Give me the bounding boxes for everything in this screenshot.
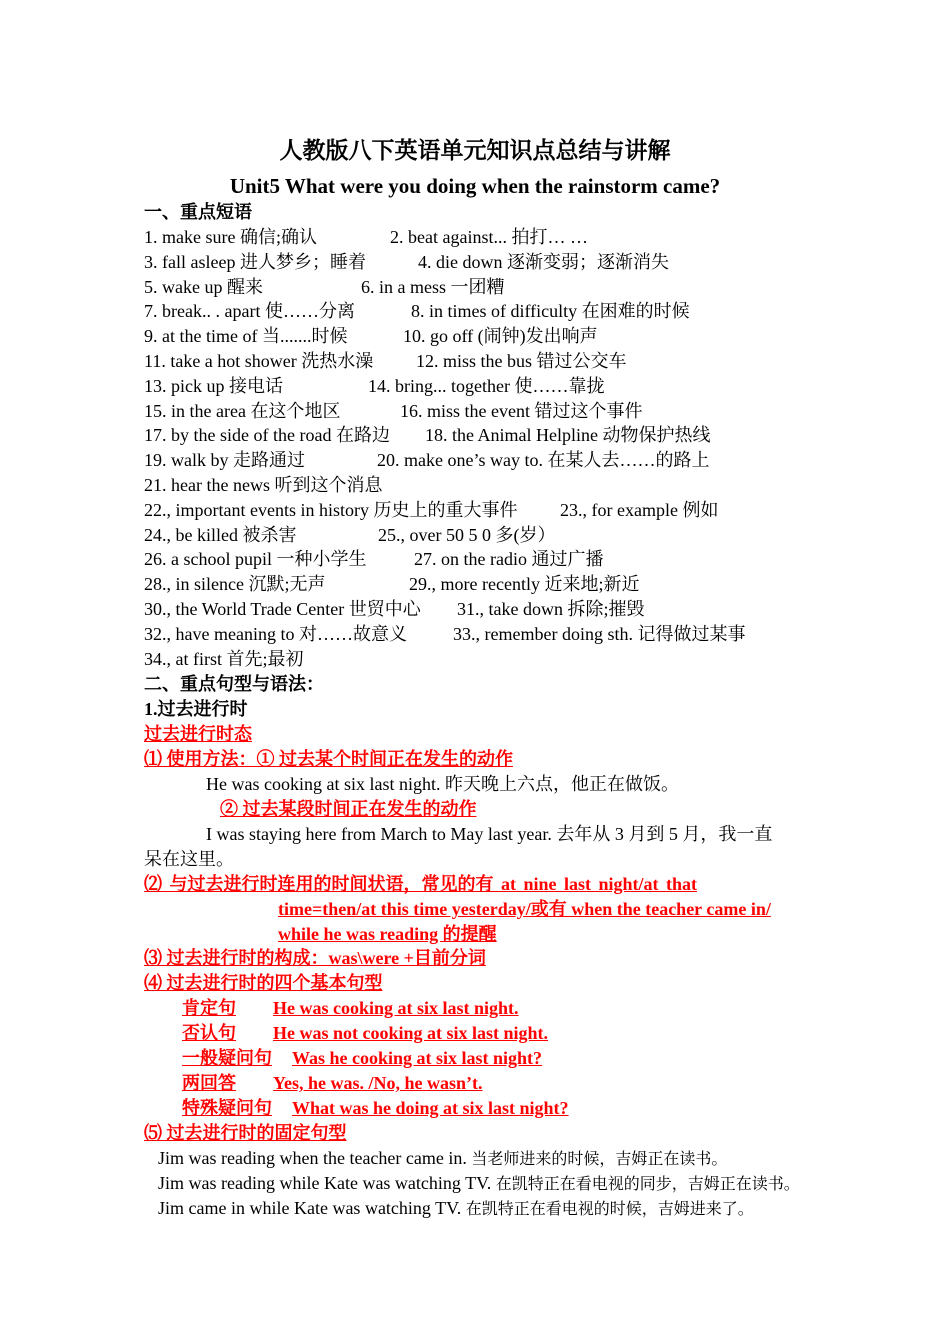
section-phrases-heading: 一、重点短语 [144,202,252,222]
phrase-item: 25., over 50 5 0 多(岁） [378,524,556,545]
fixed-pattern-chinese: 当老师进来的时候，吉姆正在读书。 [471,1151,728,1168]
fixed-patterns-title: ⑸ 过去进行时的固定句型 [144,1123,347,1143]
phrase-item: 11. take a hot shower 洗热水澡 [144,351,374,371]
fixed-pattern-example [158,1171,800,1197]
adverb-line-2: time=then/at this time yesterday/或有 when the teacher came in/ [278,899,771,919]
phrase-item: 4. die down 逐渐变弱；逐渐消失 [418,251,669,272]
usage-example-1: He was cooking at six last night. 昨天晚上六点，他正在做饭。 [206,774,679,794]
phrase-item: 24., be killed 被杀害 [144,524,297,545]
phrase-item: 34., at first 首先;最初 [144,648,304,669]
phrase-item: 12. miss the bus 错过公交车 [416,351,627,371]
phrase-item: 5. wake up 醒来 [144,276,263,297]
phrase-item: 26. a school pupil 一种小学生 [144,549,367,570]
phrase-item: 13. pick up 接电话 [144,375,283,396]
phrase-item: 30., the World Trade Center 世贸中心 [144,599,421,619]
sentence-type-label: 两回答 [182,1073,236,1093]
unit-subtitle: Unit5 What were you doing when the rainstorm came? [229,174,721,198]
phrase-item: 20. make one’s way to. 在某人去……的路上 [377,450,710,471]
usage-example-2-line1: I was staying here from March to May last year. 去年从 3 月到 5 月，我一直 [206,824,773,844]
fixed-pattern-chinese: 在凯特正在看电视的时候，吉姆进来了。 [465,1201,754,1218]
phrase-item: 23., for example 例如 [560,499,719,520]
doc-title: 人教版八下英语单元知识点总结与讲解 [279,137,671,164]
usage-sub-2: ② 过去某段时间正在发生的动作 [220,799,477,819]
phrase-item: 19. walk by 走路通过 [144,450,305,471]
sentence-type-label: 一般疑问句 [182,1048,272,1068]
fixed-pattern-english: Jim was reading when the teacher came in. [158,1148,472,1168]
sentence-type-example: What was he doing at six last night? [292,1098,569,1118]
phrase-item: 7. break.. . apart 使……分离 [144,301,355,322]
phrase-item: 8. in times of difficulty 在困难的时候 [411,301,690,322]
sentence-type-example: Yes, he was. /No, he wasn’t. [273,1073,483,1093]
phrase-item: 15. in the area 在这个地区 [144,400,341,421]
phrase-item: 27. on the radio 通过广播 [414,549,604,570]
phrase-item: 14. bring... together 使……靠拢 [368,375,605,396]
sentence-type-label: 特殊疑问句 [182,1098,272,1118]
structure-line: ⑶ 过去进行时的构成：was\were +目前分词 [144,948,486,968]
phrase-item: 10. go off (闹钟)发出响声 [403,326,598,347]
phrase-item: 28., in silence 沉默;无声 [144,574,326,595]
phrase-item: 18. the Animal Helpline 动物保护热线 [425,425,711,446]
fixed-pattern-chinese: 在凯特正在看电视的同步，吉姆正在读书。 [495,1176,800,1193]
phrase-item: 6. in a mess 一团糟 [361,276,505,297]
sentence-type-label: 肯定句 [182,998,236,1018]
tense-name: 过去进行时态 [144,724,252,744]
section-grammar-heading: 二、重点句型与语法： [144,674,324,694]
four-types-title: ⑷ 过去进行时的四个基本句型 [144,973,383,993]
phrase-item: 2. beat against... 拍打… … [390,227,588,247]
sentence-type-example: Was he cooking at six last night? [292,1048,543,1068]
phrase-item: 22., important events in history 历史上的重大事件 [144,499,518,520]
phrase-item: 3. fall asleep 进人梦乡；睡着 [144,251,366,272]
phrase-item: 29., more recently 近来地;新近 [409,574,640,595]
phrase-item: 33., remember doing sth. 记得做过某事 [453,623,746,644]
phrase-item: 1. make sure 确信;确认 [144,227,317,247]
fixed-pattern-english: Jim was reading while Kate was watching TV. [158,1173,496,1193]
grammar-heading: 1.过去进行时 [144,699,248,719]
sentence-type-example: He was not cooking at six last night. [273,1023,549,1043]
phrase-item: 9. at the time of 当.......时候 [144,326,348,347]
adverb-line-1: ⑵ 与过去进行时连用的时间状语，常见的有 at nine last night/at that [144,874,698,894]
sentence-type-example: He was cooking at six last night. [273,998,519,1018]
usage-example-2-line2: 呆在这里。 [144,849,234,869]
adverb-line-3: while he was reading 的提醒 [278,924,497,944]
phrase-item: 21. hear the news 听到这个消息 [144,475,383,495]
phrase-item: 17. by the side of the road 在路边 [144,425,390,446]
phrase-item: 32., have meaning to 对……故意义 [144,623,407,644]
fixed-pattern-example [158,1196,754,1222]
sentence-type-label: 否认句 [182,1023,236,1043]
fixed-pattern-english: Jim came in while Kate was watching TV. [158,1198,466,1218]
fixed-pattern-example [158,1146,727,1172]
phrase-item: 16. miss the event 错过这个事件 [400,400,643,421]
phrase-item: 31., take down 拆除;摧毁 [457,599,645,619]
usage-title: ⑴ 使用方法：① 过去某个时间正在发生的动作 [144,749,513,769]
